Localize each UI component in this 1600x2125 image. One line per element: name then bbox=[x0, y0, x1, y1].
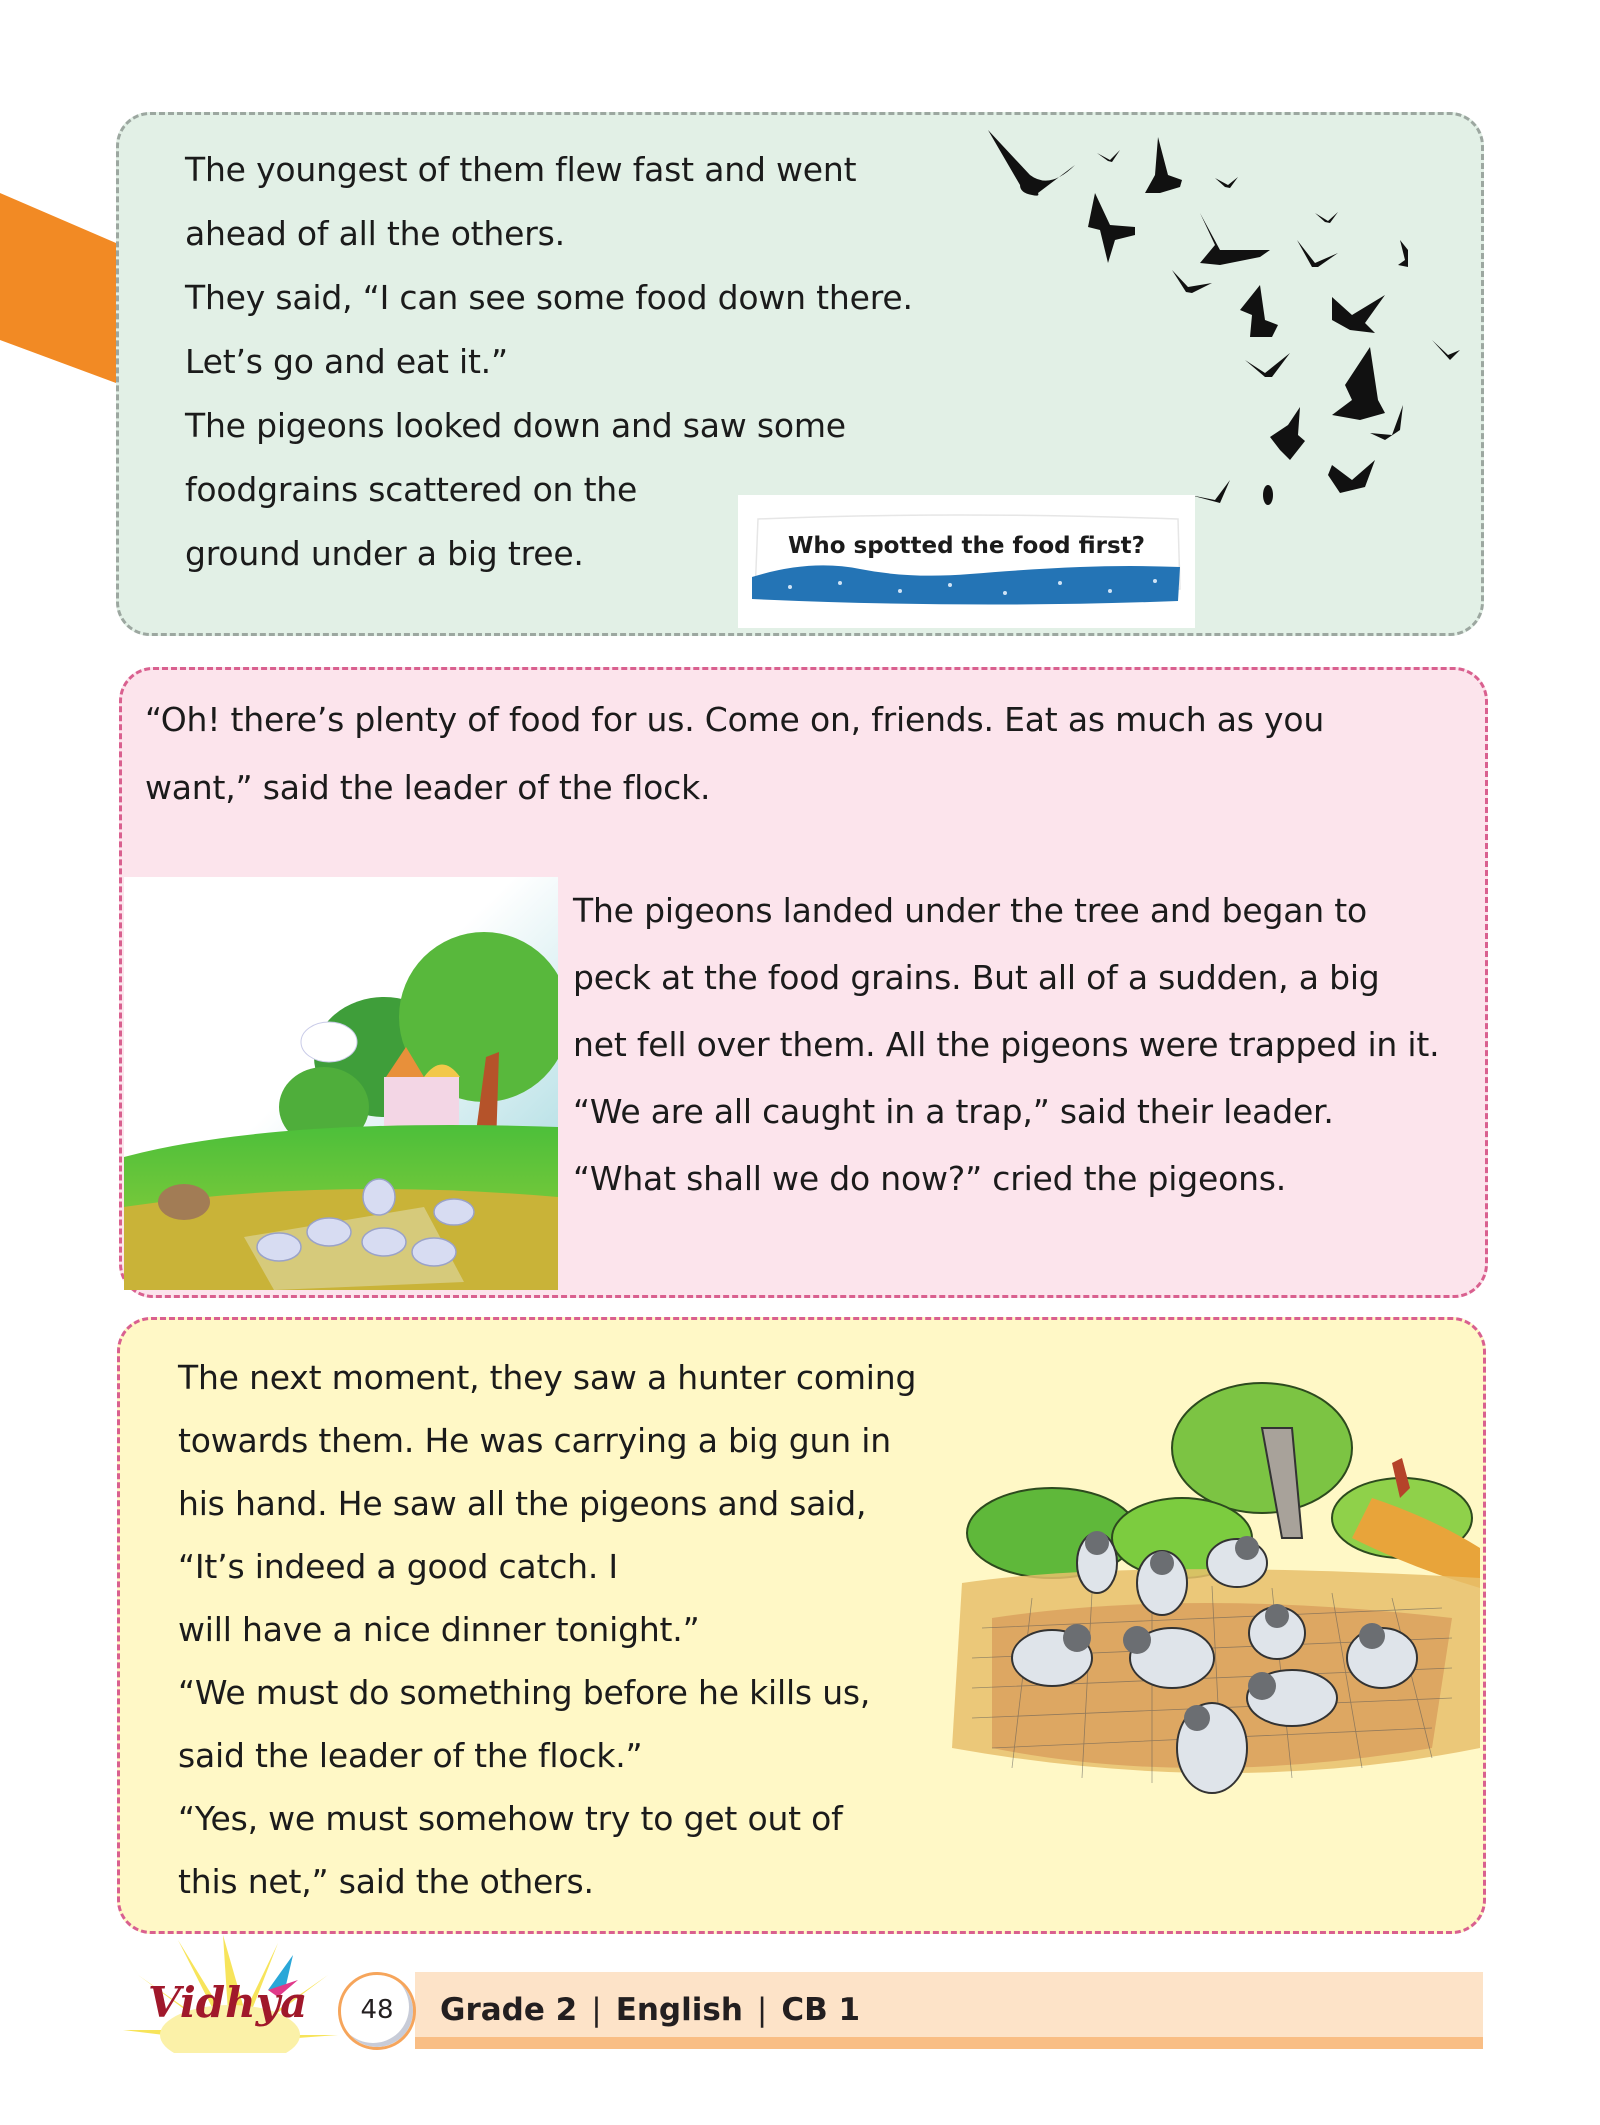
story-line: “We must do something before he kills us, bbox=[178, 1673, 871, 1712]
question-text: Who spotted the food first? bbox=[787, 533, 1146, 559]
story-line: “Yes, we must somehow try to get out of bbox=[178, 1799, 843, 1838]
orange-corner-tab bbox=[0, 0, 118, 400]
footer-grade: Grade 2 bbox=[440, 1992, 578, 2028]
story-line: “It’s indeed a good catch. I bbox=[178, 1547, 618, 1586]
story-line: “We are all caught in a trap,” said their leader. bbox=[573, 1092, 1334, 1131]
footer-title bbox=[440, 1992, 860, 2028]
story-line: peck at the food grains. But all of a sudden, a big bbox=[573, 958, 1380, 997]
footer-separator: | bbox=[756, 1992, 768, 2028]
page-number-badge bbox=[338, 1972, 416, 2050]
story-line: this net,” said the others. bbox=[178, 1862, 594, 1901]
flock-of-birds-icon bbox=[960, 115, 1460, 505]
page-number: 48 bbox=[360, 1995, 394, 2025]
story-line: The pigeons looked down and saw some bbox=[185, 406, 846, 445]
story-line: ground under a big tree. bbox=[185, 534, 584, 573]
story-line: “Oh! there’s plenty of food for us. Come on, friends. Eat as much as you bbox=[145, 700, 1325, 739]
story-line: towards them. He was carrying a big gun in bbox=[178, 1421, 891, 1460]
story-line: The pigeons landed under the tree and began to bbox=[573, 891, 1367, 930]
story-line: foodgrains scattered on the bbox=[185, 470, 638, 509]
sticker-banner-icon bbox=[750, 509, 1185, 611]
story-line: The next moment, they saw a hunter coming bbox=[178, 1358, 917, 1397]
story-line: “What shall we do now?” cried the pigeons. bbox=[573, 1159, 1287, 1198]
story-line: They said, “I can see some food down there. bbox=[185, 278, 913, 317]
footer-subject: English bbox=[615, 1992, 743, 2028]
story-line: net fell over them. All the pigeons were trapped in it. bbox=[573, 1025, 1440, 1064]
footer-band-strip bbox=[415, 2037, 1483, 2049]
story-line: will have a nice dinner tonight.” bbox=[178, 1610, 700, 1649]
story-line: his hand. He saw all the pigeons and said, bbox=[178, 1484, 867, 1523]
pigeons-trapped-illustration bbox=[932, 1368, 1480, 1802]
footer-separator: | bbox=[591, 1992, 602, 2028]
story-line: said the leader of the flock.” bbox=[178, 1736, 643, 1775]
question-sticker bbox=[738, 495, 1195, 628]
story-line: Let’s go and eat it.” bbox=[185, 342, 508, 381]
story-line: ahead of all the others. bbox=[185, 214, 565, 253]
story-line: The youngest of them flew fast and went bbox=[185, 150, 857, 189]
pigeons-landing-illustration bbox=[124, 877, 558, 1290]
vidhya-logo: Vidhya bbox=[148, 1978, 308, 2027]
footer-book: CB 1 bbox=[781, 1992, 861, 2028]
story-line: want,” said the leader of the flock. bbox=[145, 768, 711, 807]
